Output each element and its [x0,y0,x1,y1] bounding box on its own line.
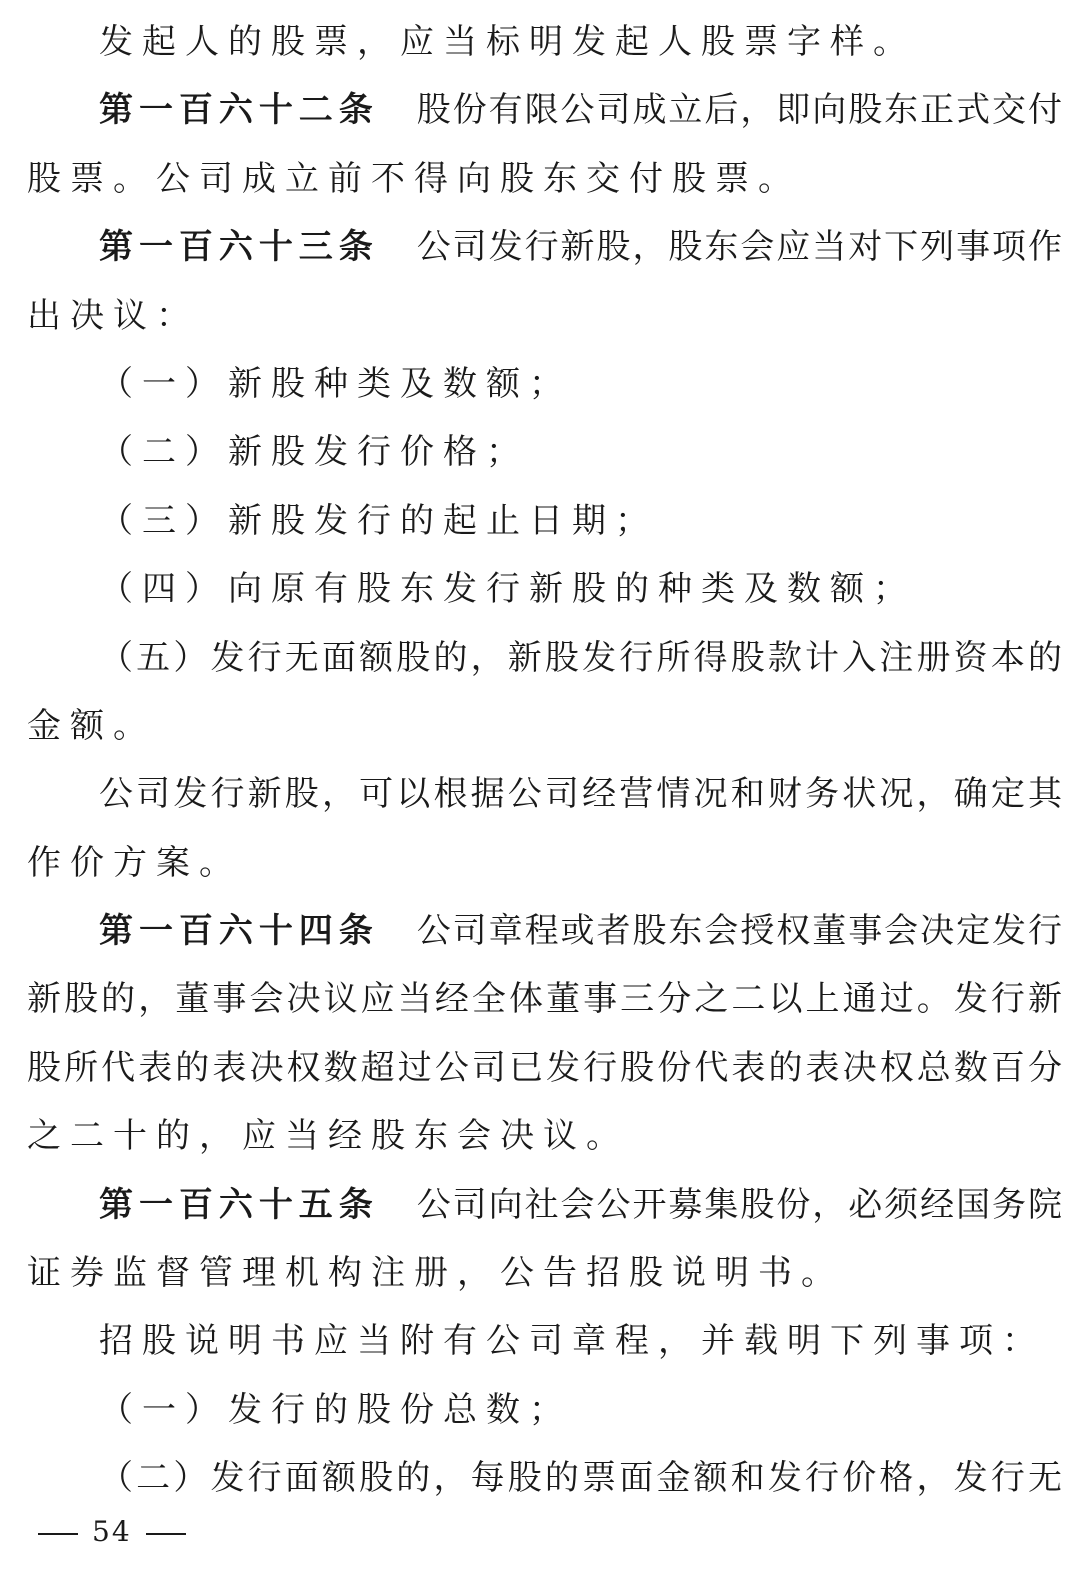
text-line [27,8,1062,76]
text-line [27,1444,1062,1512]
line-text: 新股的，董事会决议应当经全体董事三分之二以上通过。发行新 [27,979,1062,1020]
text-line [27,145,1062,213]
line-text: 公司发行新股，股东会应当对下列事项作 [416,227,1063,268]
page-footer [38,1512,186,1552]
line-text: （一）新股种类及数额； [99,363,572,404]
text-line [27,1239,1062,1307]
article-heading: 第一百六十二条 [99,90,379,131]
line-text: 股所代表的表决权数超过公司已发行股份代表的表决权总数百分 [27,1047,1062,1088]
text-line [27,418,1062,486]
line-text: 之二十的，应当经股东会决议。 [27,1116,629,1157]
line-text: （五）发行无面额股的，新股发行所得股款计入注册资本的 [99,637,1062,678]
text-line [27,555,1062,623]
text-line [27,487,1062,555]
line-text: 公司章程或者股东会授权董事会决定发行 [416,911,1063,952]
text-line [27,624,1062,692]
article-heading: 第一百六十三条 [99,227,379,268]
footer-dash-right [146,1533,186,1535]
article-line [27,1171,1062,1239]
text-line [27,1307,1062,1375]
page-number: 54 [92,1515,132,1548]
line-text: （二）发行面额股的，每股的票面金额和发行价格，发行无 [99,1458,1062,1499]
line-text: （四）向原有股东发行新股的种类及数额； [99,569,916,610]
article-line [27,897,1062,965]
text-line [27,1376,1062,1444]
line-text: （二）新股发行价格； [99,432,529,473]
footer-dash-left [38,1533,78,1535]
text-line [27,282,1062,350]
article-heading: 第一百六十五条 [99,1184,379,1225]
text-line [27,692,1062,760]
text-line [27,760,1062,828]
line-text: 招股说明书应当附有公司章程，并载明下列事项： [99,1321,1045,1362]
text-line [27,829,1062,897]
line-text: 发起人的股票，应当标明发起人股票字样。 [99,22,916,62]
document-body [27,8,1062,1513]
line-text: 金额。 [27,705,156,746]
article-heading: 第一百六十四条 [99,911,379,952]
text-line [27,1102,1062,1170]
line-text: （三）新股发行的起止日期； [99,500,658,541]
article-line [27,213,1062,281]
article-line [27,76,1062,144]
line-text: 公司发行新股，可以根据公司经营情况和财务状况，确定其 [99,774,1062,815]
line-text: 股票。公司成立前不得向股东交付股票。 [27,158,801,199]
line-text: 出决议： [27,295,199,336]
line-text: 作价方案。 [27,842,242,883]
line-text: （一）发行的股份总数； [99,1389,572,1430]
line-text: 公司向社会公开募集股份，必须经国务院 [416,1184,1063,1225]
text-line [27,965,1062,1033]
line-text: 证券监督管理机构注册，公告招股说明书。 [27,1253,844,1294]
line-text: 股份有限公司成立后，即向股东正式交付 [416,90,1063,131]
text-line [27,350,1062,418]
text-line [27,1034,1062,1102]
